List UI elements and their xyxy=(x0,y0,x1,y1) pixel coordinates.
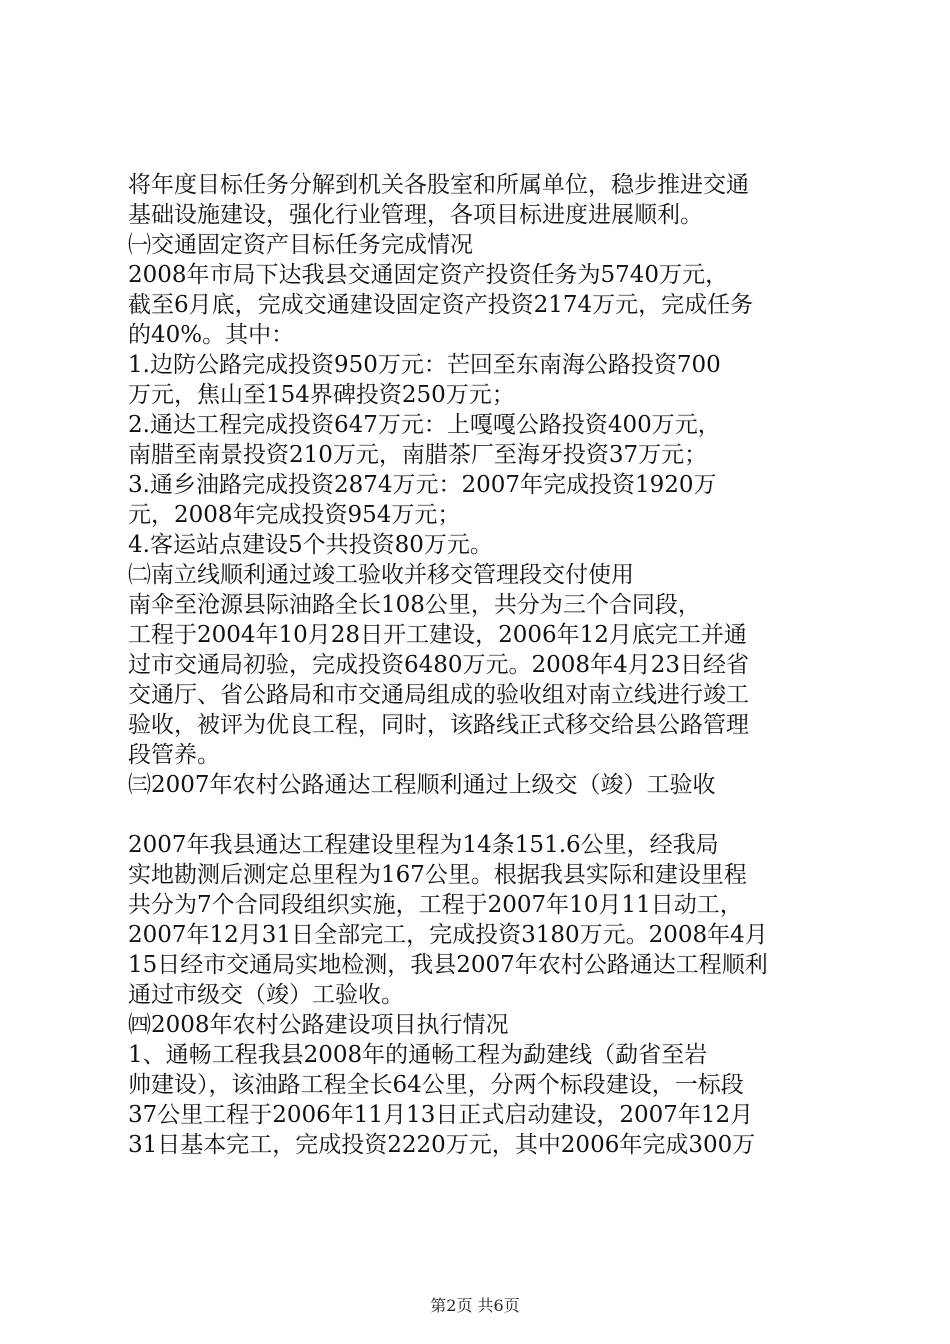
section-heading: ㈡南立线顺利通过竣工验收并移交管理段交付使用 xyxy=(128,562,634,588)
text-line: 工程于2004年10月28日开工建设，2006年12月底完工并通 xyxy=(128,622,747,648)
text-line: 南腊至南景投资210万元，南腊茶厂至海牙投资37万元； xyxy=(128,442,708,468)
text-line: 2007年我县通达工程建设里程为14条151.6公里，经我局 xyxy=(128,832,719,858)
text-line: 2008年市局下达我县交通固定资产投资任务为5740万元， xyxy=(128,262,729,288)
section-heading: ㈠交通固定资产目标任务完成情况 xyxy=(128,232,473,258)
text-line: 截至6月底，完成交通建设固定资产投资2174万元，完成任务 xyxy=(128,292,754,318)
section-heading: ㈢2007年农村公路通达工程顺利通过上级交（竣）工验收 xyxy=(128,772,716,798)
text-line: 基础设施建设，强化行业管理，各项目标进度进展顺利。 xyxy=(128,202,703,228)
text-line: 验收，被评为优良工程，同时，该路线正式移交给县公路管理 xyxy=(128,712,749,738)
text-line: 31日基本完工，完成投资2220万元，其中2006年完成300万 xyxy=(128,1132,756,1158)
section-heading: ㈣2008年农村公路建设项目执行情况 xyxy=(128,1012,509,1038)
text-line: 实地勘测后测定总里程为167公里。根据我县实际和建设里程 xyxy=(128,862,747,888)
text-line: 南伞至沧源县际油路全长108公里，共分为三个合同段， xyxy=(128,592,701,618)
page-footer: 第2页 共6页 xyxy=(430,1296,520,1315)
text-line: 段管养。 xyxy=(128,742,220,768)
text-line: 的40%。其中： xyxy=(128,322,295,348)
text-line: 交通厅、省公路局和市交通局组成的验收组对南立线进行竣工 xyxy=(128,682,749,708)
text-line: 元，2008年完成投资954万元； xyxy=(128,502,461,528)
text-line: 15日经市交通局实地检测，我县2007年农村公路通达工程顺利 xyxy=(128,952,768,978)
list-item: 4.客运站点建设5个共投资80万元。 xyxy=(128,532,493,558)
document-body xyxy=(128,170,838,1160)
list-item: 1、通畅工程我县2008年的通畅工程为勐建线（勐省至岩 xyxy=(128,1042,708,1068)
list-item: 3.通乡油路完成投资2874万元：2007年完成投资1920万 xyxy=(128,472,717,498)
text-line: 37公里工程于2006年11月13日正式启动建设，2007年12月 xyxy=(128,1102,754,1128)
text-line: 2007年12月31日全部完工，完成投资3180万元。2008年4月 xyxy=(128,922,768,948)
text-line: 帅建设），该油路工程全长64公里，分两个标段建设，一标段 xyxy=(128,1072,744,1098)
list-item: 1.边防公路完成投资950万元：芒回至东南海公路投资700 xyxy=(128,352,721,378)
text-line: 过市交通局初验，完成投资6480万元。2008年4月23日经省 xyxy=(128,652,749,678)
text-line: 万元，焦山至154界碑投资250万元； xyxy=(128,382,515,408)
text-line: 将年度目标任务分解到机关各股室和所属单位，稳步推进交通 xyxy=(128,172,749,198)
list-item: 2.通达工程完成投资647万元：上嘎嘎公路投资400万元， xyxy=(128,412,721,438)
text-line: 通过市级交（竣）工验收。 xyxy=(128,982,404,1008)
text-line: 共分为7个合同段组织实施，工程于2007年10月11日动工， xyxy=(128,892,743,918)
blank-line xyxy=(128,800,838,830)
